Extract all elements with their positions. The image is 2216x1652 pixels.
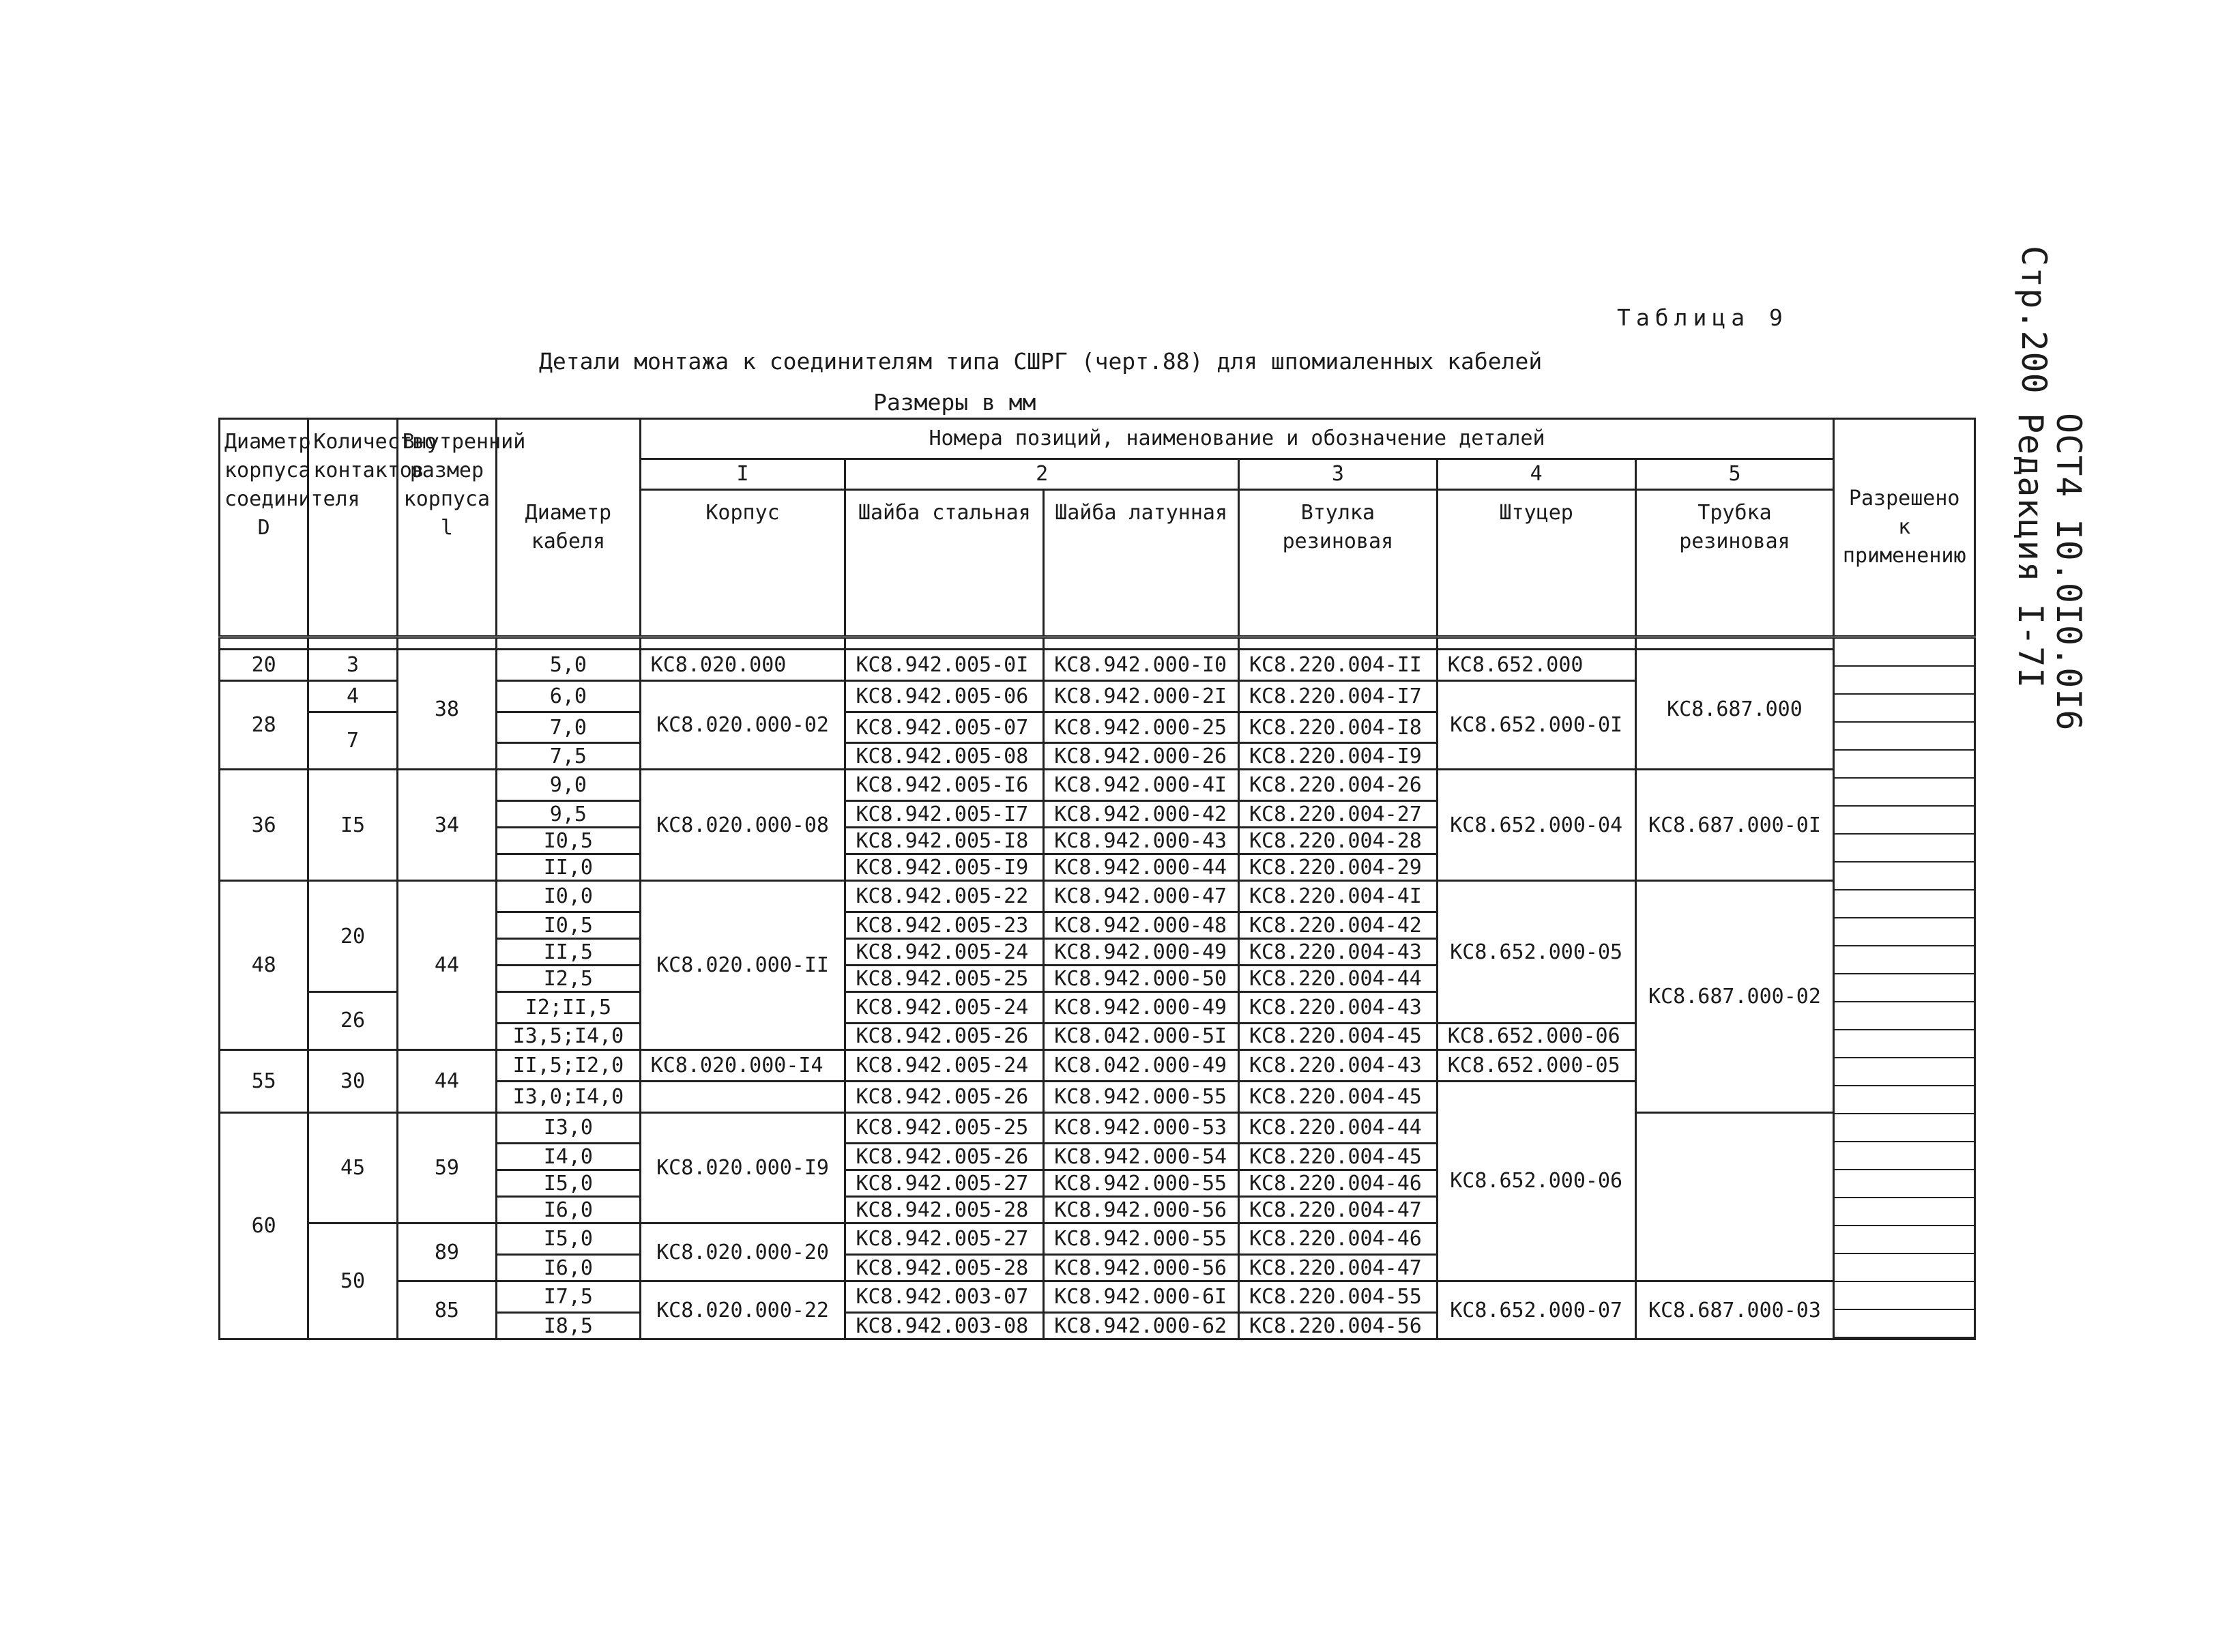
cell-shaiba-lat: КС8.942.000-42 <box>1044 801 1239 828</box>
cell-shaiba-lat: КС8.942.000-53 <box>1044 1112 1239 1144</box>
header-body-diameter: Диаметр корпуса соединителя D <box>220 419 308 637</box>
cell-shaiba-st: КС8.942.005-24 <box>845 939 1044 966</box>
cell-shaiba-st: КС8.942.005-26 <box>845 1023 1044 1049</box>
cell-n: 30 <box>308 1049 397 1112</box>
cell-trubka: КС8.687.000-02 <box>1635 881 1834 1112</box>
standard-code: ОСТ4 I0.0I0.0I6 <box>2049 413 2088 731</box>
cell-shtucer: КС8.652.000 <box>1437 650 1635 681</box>
cell-shaiba-lat: КС8.942.000-48 <box>1044 912 1239 939</box>
cell-cable: II,5 <box>497 939 641 966</box>
cell-shtucer: КС8.652.000-05 <box>1437 1049 1635 1081</box>
cell-d: 36 <box>220 770 308 881</box>
cell-cable: I0,0 <box>497 881 641 912</box>
cell-shaiba-lat: КС8.942.000-44 <box>1044 854 1239 881</box>
cell-shaiba-st: КС8.942.005-06 <box>845 680 1044 712</box>
cell-vtulka: КС8.220.004-46 <box>1238 1223 1437 1255</box>
cell-shaiba-lat: КС8.942.000-6I <box>1044 1281 1239 1313</box>
cell-trubka <box>1635 1112 1834 1281</box>
cell-shtucer: КС8.652.000-05 <box>1437 881 1635 1024</box>
standard-designation <box>2011 413 2088 731</box>
cell-shaiba-lat: КС8.042.000-5I <box>1044 1023 1239 1049</box>
cell-shaiba-lat: КС8.042.000-49 <box>1044 1049 1239 1081</box>
cell-shaiba-st: КС8.942.005-26 <box>845 1144 1044 1170</box>
cell-vtulka: КС8.220.004-46 <box>1238 1170 1437 1197</box>
cell-shaiba-st: КС8.942.005-07 <box>845 712 1044 743</box>
cell-n: 4 <box>308 680 397 712</box>
cell-shaiba-lat: КС8.942.000-62 <box>1044 1313 1239 1339</box>
cell-vtulka: КС8.220.004-28 <box>1238 828 1437 854</box>
cell-trubka: КС8.687.000-03 <box>1635 1281 1834 1339</box>
cell-shaiba-st: КС8.942.005-22 <box>845 881 1044 912</box>
cell-l: 44 <box>397 881 496 1050</box>
edition: Редакция I-7I <box>2011 413 2050 689</box>
cell-shaiba-lat: КС8.942.000-43 <box>1044 828 1239 854</box>
pos-2: 2 <box>845 459 1239 490</box>
pos-5: 5 <box>1635 459 1834 490</box>
pos-4: 4 <box>1437 459 1635 490</box>
cell-shaiba-lat: КС8.942.000-25 <box>1044 712 1239 743</box>
table-row <box>220 1281 1975 1313</box>
cell-cable: I2,5 <box>497 966 641 992</box>
cell-l: 34 <box>397 770 496 881</box>
cell-shaiba-st: КС8.942.003-08 <box>845 1313 1044 1339</box>
table-title: Детали монтажа к соединителям типа СШРГ (черт.88) для шпомиаленных кабелей <box>539 348 1543 375</box>
cell-shtucer: КС8.652.000-07 <box>1437 1281 1635 1339</box>
table-row <box>220 770 1975 801</box>
table-row <box>220 1112 1975 1144</box>
cell-cable: II,5;I2,0 <box>497 1049 641 1081</box>
cell-shaiba-lat: КС8.942.000-55 <box>1044 1170 1239 1197</box>
cell-shaiba-st: КС8.942.005-I8 <box>845 828 1044 854</box>
cell-cable: I5,0 <box>497 1223 641 1255</box>
cell-vtulka: КС8.220.004-43 <box>1238 939 1437 966</box>
cell-korpus: КС8.020.000-20 <box>640 1223 845 1281</box>
cell-d: 20 <box>220 650 308 681</box>
cell-korpus: КС8.020.000 <box>640 650 845 681</box>
cell-n: 50 <box>308 1223 397 1339</box>
cell-shaiba-st: КС8.942.005-24 <box>845 992 1044 1024</box>
cell-shaiba-lat: КС8.942.000-56 <box>1044 1255 1239 1281</box>
pos-1: I <box>640 459 845 490</box>
header-cable-diameter: Диаметр кабеля <box>497 419 641 637</box>
cell-vtulka: КС8.220.004-I8 <box>1238 712 1437 743</box>
header-korpus: Корпус <box>640 490 845 637</box>
cell-vtulka: КС8.220.004-45 <box>1238 1144 1437 1170</box>
cell-korpus: КС8.020.000-02 <box>640 680 845 770</box>
cell-shaiba-lat: КС8.942.000-50 <box>1044 966 1239 992</box>
cell-shaiba-st: КС8.942.005-0I <box>845 650 1044 681</box>
cell-korpus: КС8.020.000-08 <box>640 770 845 881</box>
cell-shtucer: КС8.652.000-06 <box>1437 1081 1635 1281</box>
cell-vtulka: КС8.220.004-55 <box>1238 1281 1437 1313</box>
cell-shaiba-st: КС8.942.005-24 <box>845 1049 1044 1081</box>
header-shtucer: Штуцер <box>1437 490 1635 637</box>
cell-cable: I5,0 <box>497 1170 641 1197</box>
cell-n: 20 <box>308 881 397 992</box>
cell-vtulka: КС8.220.004-I7 <box>1238 680 1437 712</box>
cell-cable: I3,0;I4,0 <box>497 1081 641 1112</box>
cell-l: 59 <box>397 1112 496 1223</box>
cell-shaiba-lat: КС8.942.000-55 <box>1044 1081 1239 1112</box>
header-inner-size: Внутренний размер корпуса l <box>397 419 496 637</box>
cell-shaiba-st: КС8.942.005-I6 <box>845 770 1044 801</box>
cell-shaiba-lat: КС8.942.000-I0 <box>1044 650 1239 681</box>
cell-shaiba-st: КС8.942.005-25 <box>845 966 1044 992</box>
cell-vtulka: КС8.220.004-43 <box>1238 1049 1437 1081</box>
cell-shaiba-lat: КС8.942.000-49 <box>1044 992 1239 1024</box>
cell-n: 45 <box>308 1112 397 1223</box>
units-note: Размеры в мм <box>873 389 1036 416</box>
cell-vtulka: КС8.220.004-27 <box>1238 801 1437 828</box>
cell-shtucer: КС8.652.000-04 <box>1437 770 1635 881</box>
cell-vtulka: КС8.220.004-45 <box>1238 1023 1437 1049</box>
cell-shaiba-lat: КС8.942.000-4I <box>1044 770 1239 801</box>
cell-shaiba-st: КС8.942.005-I9 <box>845 854 1044 881</box>
cell-cable: I6,0 <box>497 1255 641 1281</box>
cell-vtulka: КС8.220.004-26 <box>1238 770 1437 801</box>
cell-l: 89 <box>397 1223 496 1281</box>
cell-vtulka: КС8.220.004-I9 <box>1238 743 1437 770</box>
pos-3: 3 <box>1238 459 1437 490</box>
header-permitted: Разрешено к применению <box>1834 419 1975 637</box>
cell-shaiba-st: КС8.942.005-28 <box>845 1255 1044 1281</box>
cell-korpus <box>640 1081 845 1112</box>
cell-shaiba-st: КС8.942.005-23 <box>845 912 1044 939</box>
header-vtulka: Втулка резиновая <box>1238 490 1437 637</box>
cell-l: 85 <box>397 1281 496 1339</box>
cell-cable: I3,0 <box>497 1112 641 1144</box>
cell-shtucer: КС8.652.000-0I <box>1437 680 1635 770</box>
cell-korpus: КС8.020.000-II <box>640 881 845 1050</box>
cell-vtulka: КС8.220.004-45 <box>1238 1081 1437 1112</box>
cell-cable: I0,5 <box>497 828 641 854</box>
cell-d: 48 <box>220 881 308 1050</box>
cell-shaiba-lat: КС8.942.000-54 <box>1044 1144 1239 1170</box>
cell-vtulka: КС8.220.004-47 <box>1238 1255 1437 1281</box>
cell-shaiba-lat: КС8.942.000-47 <box>1044 881 1239 912</box>
cell-n: 26 <box>308 992 397 1050</box>
cell-cable: 5,0 <box>497 650 641 681</box>
cell-shaiba-st: КС8.942.005-08 <box>845 743 1044 770</box>
cell-cable: I8,5 <box>497 1313 641 1339</box>
cell-l: 44 <box>397 1049 496 1112</box>
cell-shtucer: КС8.652.000-06 <box>1437 1023 1635 1049</box>
cell-l: 38 <box>397 650 496 770</box>
cell-trubka: КС8.687.000 <box>1635 650 1834 770</box>
header-contacts: Количество контактов <box>308 419 397 637</box>
cell-n: 7 <box>308 712 397 770</box>
cell-shaiba-st: КС8.942.005-28 <box>845 1197 1044 1223</box>
cell-vtulka: КС8.220.004-4I <box>1238 881 1437 912</box>
cell-cable: I2;II,5 <box>497 992 641 1024</box>
cell-shaiba-st: КС8.942.005-26 <box>845 1081 1044 1112</box>
cell-d: 60 <box>220 1112 308 1339</box>
cell-vtulka: КС8.220.004-29 <box>1238 854 1437 881</box>
header-shaiba-steel: Шайба стальная <box>845 490 1044 637</box>
cell-korpus: КС8.020.000-I4 <box>640 1049 845 1081</box>
table-row <box>220 881 1975 912</box>
cell-cable: II,0 <box>497 854 641 881</box>
cell-n: I5 <box>308 770 397 881</box>
cell-shaiba-lat: КС8.942.000-56 <box>1044 1197 1239 1223</box>
cell-vtulka: КС8.220.004-56 <box>1238 1313 1437 1339</box>
cell-n: 3 <box>308 650 397 681</box>
cell-cable: I4,0 <box>497 1144 641 1170</box>
header-positions-group: Номера позиций, наименование и обозначение деталей <box>640 419 1834 459</box>
permitted-column <box>1835 639 1974 1338</box>
cell-vtulka: КС8.220.004-44 <box>1238 966 1437 992</box>
cell-vtulka: КС8.220.004-II <box>1238 650 1437 681</box>
cell-cable: 9,0 <box>497 770 641 801</box>
cell-shaiba-st: КС8.942.005-I7 <box>845 801 1044 828</box>
cell-cable: I7,5 <box>497 1281 641 1313</box>
cell-shaiba-lat: КС8.942.000-49 <box>1044 939 1239 966</box>
table-label: Таблица 9 <box>1617 304 1788 331</box>
cell-shaiba-st: КС8.942.005-25 <box>845 1112 1044 1144</box>
cell-cable: I3,5;I4,0 <box>497 1023 641 1049</box>
cell-cable: I6,0 <box>497 1197 641 1223</box>
cell-shaiba-st: КС8.942.005-27 <box>845 1170 1044 1197</box>
parts-table <box>218 418 1976 1340</box>
header-trubka: Трубка резиновая <box>1635 490 1834 637</box>
cell-d: 28 <box>220 680 308 770</box>
cell-korpus: КС8.020.000-I9 <box>640 1112 845 1223</box>
page-number: Стр.200 <box>2014 246 2054 394</box>
cell-d: 55 <box>220 1049 308 1112</box>
cell-cable: 7,5 <box>497 743 641 770</box>
cell-vtulka: КС8.220.004-43 <box>1238 992 1437 1024</box>
header-shaiba-brass: Шайба латунная <box>1044 490 1239 637</box>
cell-cable: 7,0 <box>497 712 641 743</box>
cell-cable: I0,5 <box>497 912 641 939</box>
cell-shaiba-st: КС8.942.003-07 <box>845 1281 1044 1313</box>
cell-cable: 6,0 <box>497 680 641 712</box>
cell-vtulka: КС8.220.004-44 <box>1238 1112 1437 1144</box>
cell-vtulka: КС8.220.004-47 <box>1238 1197 1437 1223</box>
table-row <box>220 650 1975 681</box>
cell-vtulka: КС8.220.004-42 <box>1238 912 1437 939</box>
cell-shaiba-st: КС8.942.005-27 <box>845 1223 1044 1255</box>
cell-shaiba-lat: КС8.942.000-55 <box>1044 1223 1239 1255</box>
cell-shaiba-lat: КС8.942.000-2I <box>1044 680 1239 712</box>
cell-korpus: КС8.020.000-22 <box>640 1281 845 1339</box>
cell-cable: 9,5 <box>497 801 641 828</box>
cell-shaiba-lat: КС8.942.000-26 <box>1044 743 1239 770</box>
cell-trubka: КС8.687.000-0I <box>1635 770 1834 881</box>
